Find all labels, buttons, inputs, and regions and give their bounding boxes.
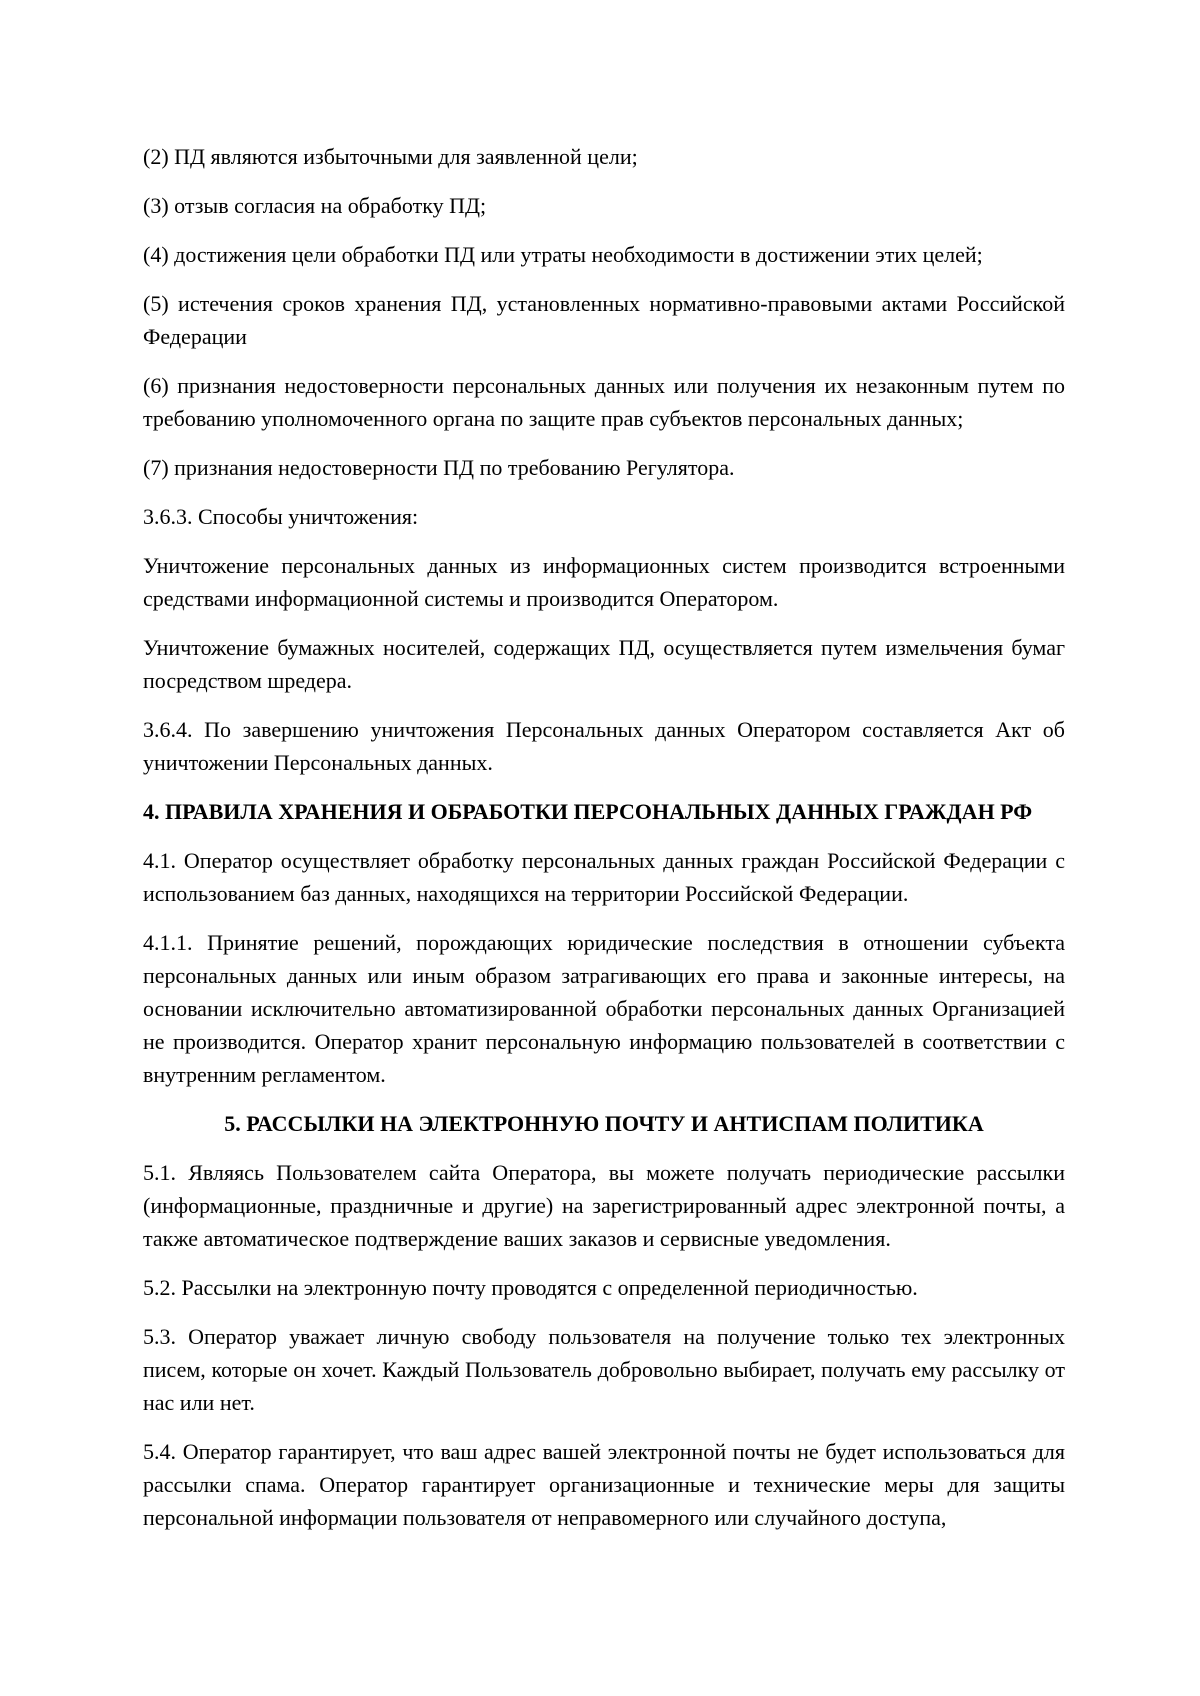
section-heading-5: 5. РАССЫЛКИ НА ЭЛЕКТРОННУЮ ПОЧТУ И АНТИСПАМ ПОЛИТИКА — [224, 1111, 984, 1136]
paragraph-destruction-info-systems: Уничтожение персональных данных из информационных систем производится встроенными средствами информационной системы и производится Оператором. — [143, 553, 1065, 611]
paragraph-5-1: 5.1. Являясь Пользователем сайта Оператора, вы можете получать периодические рассылки (информационные, праздничные и другие) на зарегистрированный адрес электронной почты, а также автоматическое подтверждение ваших заказов и сервисные уведомления. — [143, 1160, 1065, 1251]
paragraph-4-1: 4.1. Оператор осуществляет обработку персональных данных граждан Российской Федерации с использованием баз данных, находящихся на территории Российской Федерации. — [143, 848, 1065, 906]
paragraph-deletion-ground-7: (7) признания недостоверности ПД по требованию Регулятора. — [143, 455, 735, 480]
paragraph-3-6-4: 3.6.4. По завершению уничтожения Персональных данных Оператором составляется Акт об уничтожении Персональных данных. — [143, 717, 1065, 775]
paragraph-deletion-ground-2: (2) ПД являются избыточными для заявленной цели; — [143, 144, 638, 169]
paragraph-deletion-ground-5: (5) истечения сроков хранения ПД, установленных нормативно-правовыми актами Российской Федерации — [143, 291, 1065, 349]
paragraph-3-6-3: 3.6.3. Способы уничтожения: — [143, 504, 419, 529]
paragraph-4-1-1: 4.1.1. Принятие решений, порождающих юридические последствия в отношении субъекта персональных данных или иным образом затрагивающих его права и законные интересы, на основании исключительно автоматизированной обработки персональных данных Организацией не производится. Оператор хранит персональную информацию пользователей в соответствии с внутренним регламентом. — [143, 930, 1065, 1087]
section-heading-4: 4. ПРАВИЛА ХРАНЕНИЯ И ОБРАБОТКИ ПЕРСОНАЛЬНЫХ ДАННЫХ ГРАЖДАН РФ — [143, 799, 1033, 824]
paragraph-destruction-paper: Уничтожение бумажных носителей, содержащих ПД, осуществляется путем измельчения бумаг посредством шредера. — [143, 635, 1065, 693]
paragraph-5-4: 5.4. Оператор гарантирует, что ваш адрес вашей электронной почты не будет использоваться для рассылки спама. Оператор гарантирует организационные и технические меры для защиты персональной информации пользователя от неправомерного или случайного доступа, — [143, 1439, 1065, 1530]
paragraph-deletion-ground-6: (6) признания недостоверности персональных данных или получения их незаконным путем по требованию уполномоченного органа по защите прав субъектов персональных данных; — [143, 373, 1065, 431]
paragraph-deletion-ground-4: (4) достижения цели обработки ПД или утраты необходимости в достижении этих целей; — [143, 242, 983, 267]
paragraph-deletion-ground-3: (3) отзыв согласия на обработку ПД; — [143, 193, 487, 218]
paragraph-5-2: 5.2. Рассылки на электронную почту проводятся с определенной периодичностью. — [143, 1275, 918, 1300]
paragraph-5-3: 5.3. Оператор уважает личную свободу пользователя на получение только тех электронных писем, которые он хочет. Каждый Пользователь добровольно выбирает, получать ему рассылку от нас или нет. — [143, 1324, 1065, 1415]
